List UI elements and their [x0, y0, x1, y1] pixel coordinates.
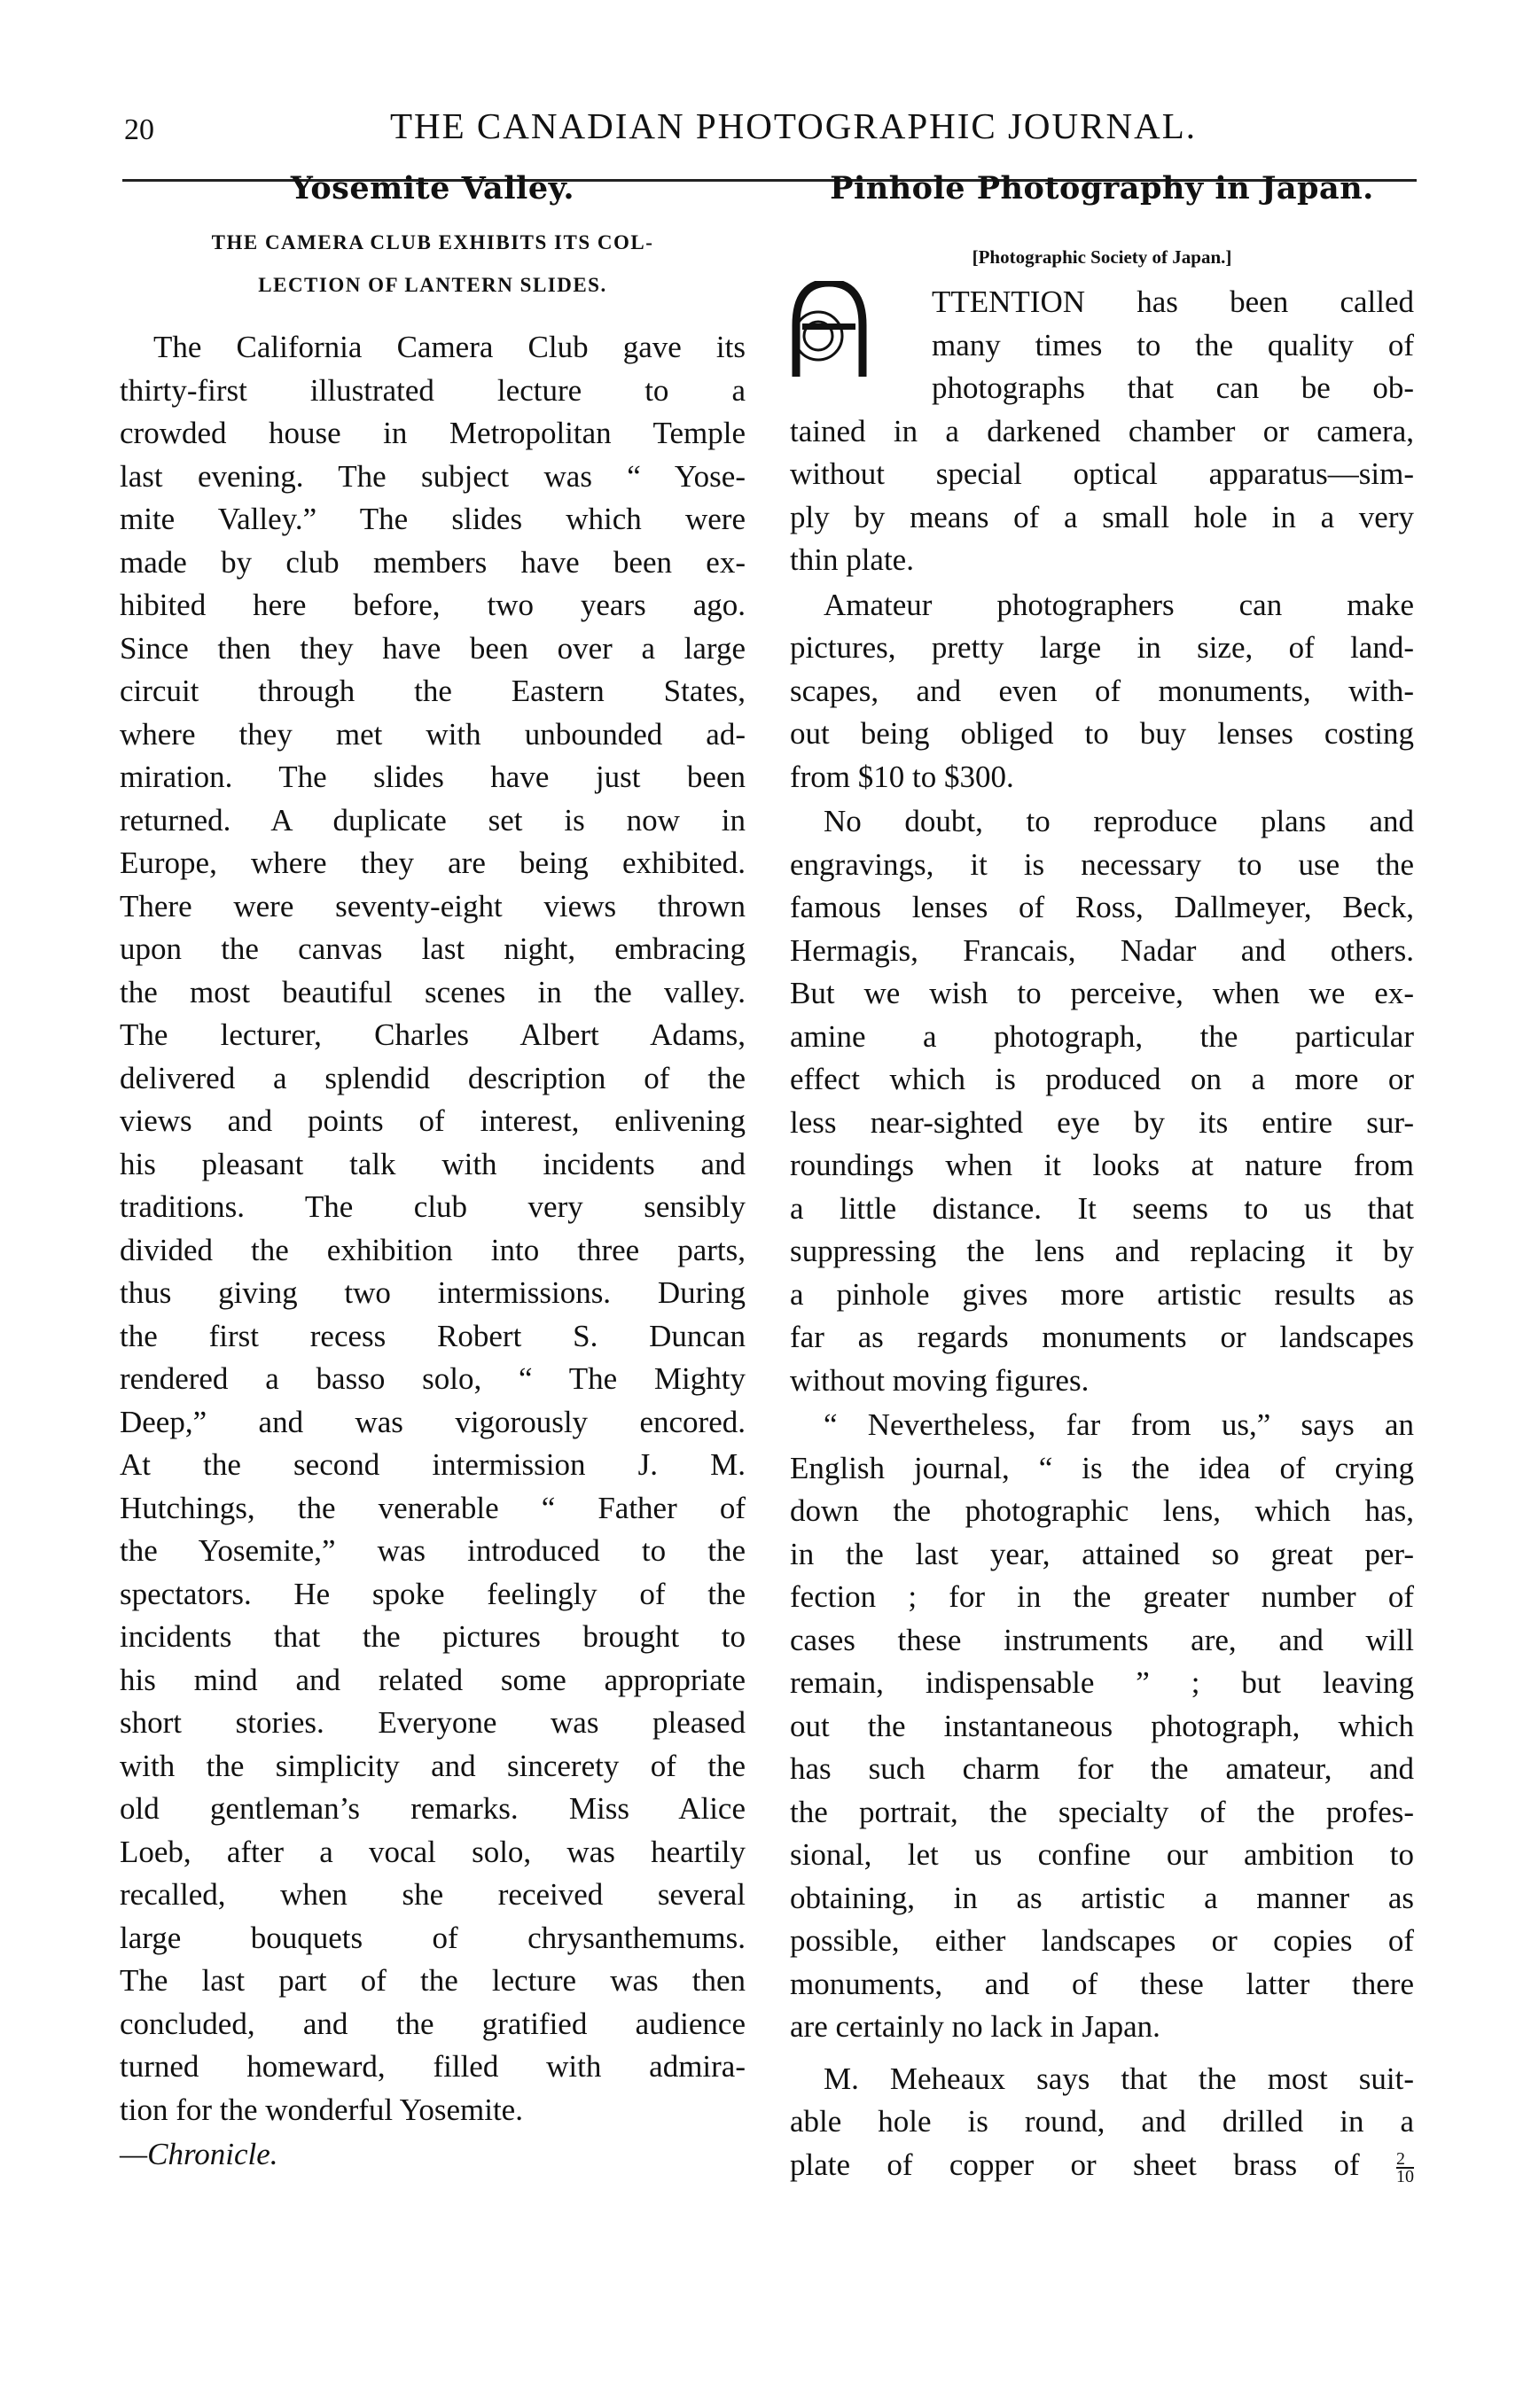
text-line — [790, 496, 1414, 540]
text-line-content: mite Valley.” The slides which were — [120, 502, 746, 536]
text-line-content: plate of copper or sheet brass of — [790, 2147, 1360, 2182]
text-line-content: Europe, where they are being exhibited. — [120, 846, 746, 880]
text-line-content: delivered a splendid description of the — [120, 1060, 746, 1095]
text-line-content: traditions. The club very sensibly — [120, 1189, 746, 1224]
text-line — [120, 756, 746, 799]
text-line-content: The lecturer, Charles Albert Adams, — [120, 1017, 746, 1052]
text-line — [120, 370, 746, 413]
text-line-content: circuit through the Eastern States, — [120, 674, 746, 708]
paragraph — [790, 2058, 1414, 2187]
text-line-content: “ Nevertheless, far from us,” says an — [824, 1407, 1414, 1442]
text-line-content: monuments, and of these latter there — [790, 1966, 1414, 2001]
text-line — [790, 324, 1414, 368]
text-line — [120, 713, 746, 757]
text-line — [790, 1447, 1414, 1491]
text-line — [120, 1229, 746, 1273]
text-line-content: suppressing the lens and replacing it by — [790, 1234, 1414, 1268]
text-line-content: miration. The slides have just been — [120, 760, 746, 794]
text-line — [120, 1186, 746, 1229]
text-line-content: his pleasant talk with incidents and — [120, 1146, 746, 1181]
text-line-content: ply by means of a small hole in a very — [790, 499, 1414, 534]
text-line-content: Hutchings, the venerable “ Father of — [120, 1490, 746, 1525]
text-line-content: able hole is round, and drilled in a — [790, 2104, 1414, 2139]
text-line — [120, 1616, 746, 1659]
text-line-content: scapes, and even of monuments, with- — [790, 673, 1414, 708]
text-line — [790, 713, 1414, 756]
text-line-content: divided the exhibition into three parts, — [120, 1232, 746, 1267]
text-line-content: out the instantaneous photograph, which — [790, 1708, 1414, 1743]
text-line-content: out being obliged to buy lenses costing — [790, 716, 1414, 751]
text-line — [790, 886, 1414, 930]
text-line — [790, 2100, 1414, 2144]
text-line-content: large bouquets of chrysanthemums. — [120, 1920, 746, 1955]
text-line — [790, 1188, 1414, 1231]
text-line-content: the most beautiful scenes in the valley. — [120, 974, 746, 1009]
text-line — [120, 1960, 746, 2003]
text-line-content: pictures, pretty large in size, of land- — [790, 630, 1414, 665]
text-line-content: without moving figures. — [790, 1362, 1090, 1398]
paragraph — [790, 281, 1414, 582]
text-line-content: the first recess Robert S. Duncan — [120, 1318, 746, 1353]
text-line-content: English journal, “ is the idea of crying — [790, 1450, 1414, 1485]
article-body-pinhole — [790, 281, 1414, 2186]
fraction — [1396, 2148, 1415, 2186]
text-line-content: less near-sighted eye by its entire sur- — [790, 1104, 1414, 1140]
text-line-content: has such charm for the amateur, and — [790, 1751, 1414, 1786]
text-line — [790, 584, 1414, 627]
text-line — [790, 1058, 1414, 1102]
text-line — [120, 1702, 746, 1745]
text-line-content: The California Camera Club gave its — [153, 330, 746, 364]
right-column — [790, 160, 1414, 2188]
text-line — [790, 844, 1414, 887]
text-line-content: the portrait, the specialty of the profes- — [790, 1794, 1414, 1829]
text-line — [120, 885, 746, 929]
text-line — [790, 1360, 1414, 1403]
text-line-content: incidents that the pictures brought to — [120, 1619, 746, 1654]
text-line — [790, 756, 1414, 799]
text-line — [790, 1705, 1414, 1749]
text-line-content: thirty-first illustrated lecture to a — [120, 372, 746, 408]
text-line-content: Since then they have been over a large — [120, 630, 746, 666]
text-line-content: famous lenses of Ross, Dallmeyer, Beck, — [790, 890, 1414, 924]
text-line — [120, 971, 746, 1015]
text-line — [790, 1834, 1414, 1877]
text-line-content: with the simplicity and sincerety of the — [120, 1748, 746, 1783]
text-line — [790, 1533, 1414, 1577]
subtitle-line: LECTION OF LANTERN SLIDES. — [258, 274, 607, 296]
text-line — [790, 800, 1414, 844]
text-line-content: effect which is produced on a more or — [790, 1062, 1414, 1096]
text-line-content: last evening. The subject was “ Yose- — [120, 458, 746, 494]
text-line-content: down the photographic lens, which has, — [790, 1493, 1414, 1528]
text-line — [790, 1748, 1414, 1791]
article-title-yosemite: Yosemite Valley. — [290, 170, 575, 207]
text-line-content: returned. A duplicate set is now in — [120, 802, 746, 838]
text-line-content: Loeb, after a vocal solo, was heartily — [120, 1834, 746, 1869]
text-line — [120, 670, 746, 713]
text-line — [790, 453, 1414, 496]
text-line-content: roundings when it looks at nature from — [790, 1148, 1414, 1182]
text-line — [120, 928, 746, 971]
text-line-content: TTENTION has been called — [932, 284, 1414, 319]
text-line — [790, 1016, 1414, 1059]
text-line — [120, 627, 746, 671]
text-line-content: There were seventy-eight views thrown — [120, 888, 746, 923]
text-line-content: No doubt, to reproduce plans and — [824, 804, 1414, 838]
text-line-content: turned homeward, filled with admira- — [120, 2049, 746, 2084]
text-line-content: spectators. He spoke feelingly of the — [120, 1576, 746, 1611]
text-line — [790, 972, 1414, 1016]
text-line — [120, 1272, 746, 1315]
text-line-content: thin plate. — [790, 542, 914, 577]
text-line — [790, 2006, 1414, 2049]
text-line-content: recalled, when she received several — [120, 1877, 746, 1912]
paragraph — [790, 584, 1414, 799]
text-line-content: are certainly no lack in Japan. — [790, 2009, 1160, 2044]
text-line-content: from $10 to $300. — [790, 759, 1014, 794]
text-line — [790, 1404, 1414, 1447]
text-line-content: concluded, and the gratified audience — [120, 2006, 746, 2041]
text-line-content: Amateur photographers can make — [824, 587, 1414, 622]
text-line-content: where they met with unbounded ad- — [120, 716, 746, 752]
text-line — [120, 842, 746, 885]
text-line — [120, 1358, 746, 1401]
text-line-content: But we wish to perceive, when we ex- — [790, 976, 1414, 1010]
text-line — [790, 1144, 1414, 1188]
text-line-content: a pinhole gives more artistic results as — [790, 1276, 1414, 1312]
text-line — [120, 1143, 746, 1187]
fraction-denominator: 10 — [1396, 2166, 1415, 2186]
text-line-content: tion for the wonderful Yosemite. — [120, 2092, 523, 2127]
text-line-content: possible, either landscapes or copies of — [790, 1923, 1414, 1958]
text-line — [120, 1874, 746, 1917]
text-line — [120, 1014, 746, 1057]
text-line-content: in the last year, attained so great per- — [790, 1536, 1414, 1571]
text-line — [790, 627, 1414, 670]
text-line — [120, 2046, 746, 2089]
text-line-content: without special optical apparatus—sim- — [790, 456, 1414, 491]
text-line — [790, 2144, 1414, 2187]
text-line-content: remain, indispensable ” ; but leaving — [790, 1665, 1414, 1700]
text-line — [120, 1100, 746, 1143]
text-line — [120, 1530, 746, 1573]
text-line-content: The last part of the lecture was then — [120, 1963, 746, 1998]
text-line — [790, 1576, 1414, 1619]
drop-cap-ornament — [792, 281, 876, 378]
text-line — [790, 1877, 1414, 1921]
fraction-numerator: 2 — [1396, 2148, 1406, 2169]
text-line — [790, 1920, 1414, 1963]
text-line-content: the Yosemite,” was introduced to the — [120, 1533, 746, 1568]
text-line — [790, 1490, 1414, 1533]
text-line — [120, 1831, 746, 1874]
text-line-content: tained in a darkened chamber or camera, — [790, 413, 1414, 448]
text-line — [120, 1315, 746, 1359]
text-line — [790, 1963, 1414, 2007]
text-line — [790, 281, 1414, 324]
text-line-content: old gentleman’s remarks. Miss Alice — [120, 1791, 746, 1826]
text-line — [790, 1662, 1414, 1705]
text-line-content: photographs that can be ob- — [932, 370, 1414, 405]
text-line — [790, 539, 1414, 582]
text-line — [120, 1487, 746, 1531]
text-line-content: crowded house in Metropolitan Temple — [120, 416, 746, 450]
text-line — [790, 1230, 1414, 1274]
text-line-content: amine a photograph, the particular — [790, 1018, 1414, 1054]
text-line — [790, 1102, 1414, 1145]
paragraph — [120, 326, 746, 2131]
text-line — [120, 456, 746, 499]
article-signature: —Chronicle. — [120, 2137, 278, 2171]
paragraph — [790, 1404, 1414, 2049]
text-line-content: At the second intermission J. M. — [120, 1447, 746, 1482]
text-line — [120, 412, 746, 456]
text-line-content: short stories. Everyone was pleased — [120, 1705, 746, 1740]
text-line — [120, 498, 746, 542]
page-number: 20 — [124, 113, 154, 146]
paragraph — [790, 800, 1414, 1402]
text-line-content: his mind and related some appropriate — [120, 1662, 746, 1697]
text-line — [120, 584, 746, 627]
running-title: THE CANADIAN PHOTOGRAPHIC JOURNAL. — [389, 105, 1198, 146]
text-line-content: rendered a basso solo, “ The Mighty — [120, 1361, 746, 1396]
text-line — [120, 326, 746, 370]
text-line — [790, 1274, 1414, 1317]
text-line — [120, 1659, 746, 1703]
text-line-content: M. Meheaux says that the most suit- — [824, 2061, 1414, 2096]
text-line-content: views and points of interest, enlivening — [120, 1103, 746, 1138]
text-line-content: Hermagis, Francais, Nadar and others. — [790, 932, 1414, 968]
text-line-content: far as regards monuments or landscapes — [790, 1320, 1414, 1354]
text-line — [120, 799, 746, 843]
text-line — [120, 1401, 746, 1445]
text-line-content: hibited here before, two years ago. — [120, 588, 746, 622]
text-line — [120, 1057, 746, 1101]
text-line — [120, 542, 746, 585]
article-body-yosemite — [120, 326, 746, 2131]
text-line-content: cases these instruments are, and will — [790, 1622, 1414, 1657]
text-line — [790, 367, 1414, 410]
text-line — [790, 1619, 1414, 1663]
text-line-content: sional, let us confine our ambition to — [790, 1837, 1414, 1872]
text-line — [790, 1316, 1414, 1360]
text-line — [120, 1788, 746, 1831]
text-line-content: many times to the quality of — [932, 327, 1414, 362]
article-subtitle — [120, 222, 746, 307]
text-line — [790, 2058, 1414, 2101]
text-line-content: upon the canvas last night, embracing — [120, 931, 746, 966]
text-line — [790, 1791, 1414, 1835]
text-line — [790, 670, 1414, 713]
article-title-pinhole: Pinhole Photography in Japan. — [830, 170, 1374, 207]
subtitle-line: THE CAMERA CLUB EXHIBITS ITS COL- — [211, 231, 654, 253]
text-line-content: obtaining, in as artistic a manner as — [790, 1880, 1414, 1915]
text-line-content: fection ; for in the greater number of — [790, 1579, 1414, 1614]
text-line — [120, 2003, 746, 2046]
left-column — [120, 160, 746, 2177]
text-line-content: a little distance. It seems to us that — [790, 1190, 1414, 1226]
text-line-content: Deep,” and was vigorously encored. — [120, 1404, 746, 1439]
text-line — [120, 1444, 746, 1487]
text-line — [120, 1573, 746, 1617]
article-source: [Photographic Society of Japan.] — [972, 246, 1232, 268]
text-line — [790, 930, 1414, 973]
text-line-content: thus giving two intermissions. During — [120, 1275, 746, 1310]
text-line — [120, 2089, 746, 2132]
text-line — [120, 1745, 746, 1788]
text-line — [120, 1917, 746, 1960]
text-line-content: engravings, it is necessary to use the — [790, 846, 1414, 882]
text-line — [790, 410, 1414, 454]
text-line-content: made by club members have been ex- — [120, 544, 746, 580]
